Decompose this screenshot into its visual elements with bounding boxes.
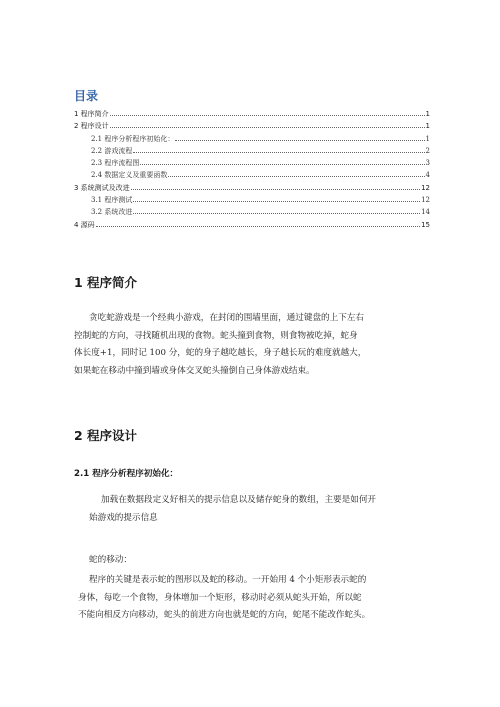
toc-entry[interactable] bbox=[74, 206, 430, 218]
toc-entry-page: 3 bbox=[425, 159, 430, 168]
toc-entry-page: 1 bbox=[425, 110, 430, 118]
toc-entry-title: 2 程序设计 bbox=[74, 122, 109, 131]
toc-entry[interactable] bbox=[74, 133, 430, 145]
toc-entry-title: 4 源码 bbox=[74, 220, 95, 229]
toc-entry-page: 4 bbox=[425, 171, 430, 180]
toc-leader-dots bbox=[175, 139, 424, 141]
toc-entry-page: 12 bbox=[421, 196, 430, 205]
toc-entry[interactable] bbox=[74, 108, 430, 120]
toc-leader-dots bbox=[133, 200, 420, 202]
toc-entry-page: 15 bbox=[421, 220, 430, 229]
toc-entry[interactable] bbox=[74, 145, 430, 157]
table-of-contents bbox=[74, 108, 430, 231]
toc-leader-dots bbox=[140, 163, 424, 165]
toc-entry-page: 14 bbox=[421, 208, 430, 217]
toc-title: 目录 bbox=[74, 89, 99, 103]
paragraph-line: 体长度+1，同时记 100 分，蛇的身子越吃越长，身子越长玩的难度就越大， bbox=[74, 348, 367, 359]
section-2-1-heading: 2.1 程序分析程序初始化： bbox=[74, 469, 179, 479]
paragraph-line: 控制蛇的方向，寻找随机出现的食物。蛇头撞到食物，则食物被吃掉，蛇身 bbox=[74, 330, 358, 341]
paragraph-line: 加载在数据段定义好相关的提示信息以及储存蛇身的数组，主要是如何开 bbox=[101, 495, 377, 505]
toc-entry-title: 3.2 系统改进 bbox=[91, 208, 133, 217]
toc-leader-dots bbox=[133, 212, 420, 214]
paragraph-line: 程序的关键是表示蛇的图形以及蛇的移动。一开始用 4 个小矩形表示蛇的 bbox=[89, 575, 367, 585]
toc-entry[interactable] bbox=[74, 157, 430, 169]
paragraph-line: 身体，每吃一个食物，身体增加一个矩形，移动时必须从蛇头开始，所以蛇 bbox=[78, 592, 362, 603]
toc-leader-dots bbox=[133, 151, 424, 153]
paragraph-line: 如果蛇在移动中撞到墙或身体交叉蛇头撞倒自己身体游戏结束。 bbox=[74, 365, 315, 376]
snake-move-label: 蛇的移动： bbox=[89, 555, 132, 565]
section-1-heading: 1 程序简介 bbox=[74, 275, 138, 290]
toc-entry-page: 12 bbox=[421, 183, 430, 192]
toc-entry[interactable] bbox=[74, 219, 430, 231]
toc-entry-title: 3.1 程序测试 bbox=[91, 196, 133, 205]
toc-entry-title: 2.4 数据定义及重要函数 bbox=[91, 171, 168, 180]
toc-entry-title: 2.1 程序分析程序初始化： bbox=[91, 134, 175, 143]
section-2-1-paragraph bbox=[89, 492, 377, 527]
toc-entry[interactable] bbox=[74, 169, 430, 181]
toc-leader-dots bbox=[131, 188, 420, 190]
toc-entry[interactable] bbox=[74, 120, 430, 132]
paragraph-line: 不能向相反方向移动，蛇头的前进方向也就是蛇的方向，蛇尾不能改作蛇头。 bbox=[78, 610, 371, 621]
toc-leader-dots bbox=[96, 225, 420, 227]
toc-entry[interactable] bbox=[74, 194, 430, 206]
toc-entry-page: 1 bbox=[425, 122, 430, 131]
toc-entry-page: 2 bbox=[425, 146, 430, 155]
paragraph-line: 始游戏的提示信息 bbox=[89, 512, 158, 523]
toc-entry-title: 2.2 游戏流程 bbox=[91, 146, 133, 155]
toc-leader-dots bbox=[110, 114, 425, 116]
section-2-heading: 2 程序设计 bbox=[74, 428, 138, 443]
toc-entry-title: 2.3 程序流程图 bbox=[91, 159, 140, 168]
toc-entry-title: 1 程序简介 bbox=[74, 110, 109, 118]
toc-entry-page: 1 bbox=[425, 134, 430, 143]
paragraph-line: 贪吃蛇游戏是一个经典小游戏，在封闭的围墙里面，通过键盘的上下左右 bbox=[89, 313, 365, 323]
toc-entry[interactable] bbox=[74, 182, 430, 194]
toc-entry-title: 3 系统测试及改进 bbox=[74, 183, 130, 192]
section-1-paragraph bbox=[74, 310, 367, 380]
toc-leader-dots bbox=[110, 126, 425, 128]
snake-move-paragraph bbox=[78, 572, 371, 625]
toc-leader-dots bbox=[168, 175, 424, 177]
